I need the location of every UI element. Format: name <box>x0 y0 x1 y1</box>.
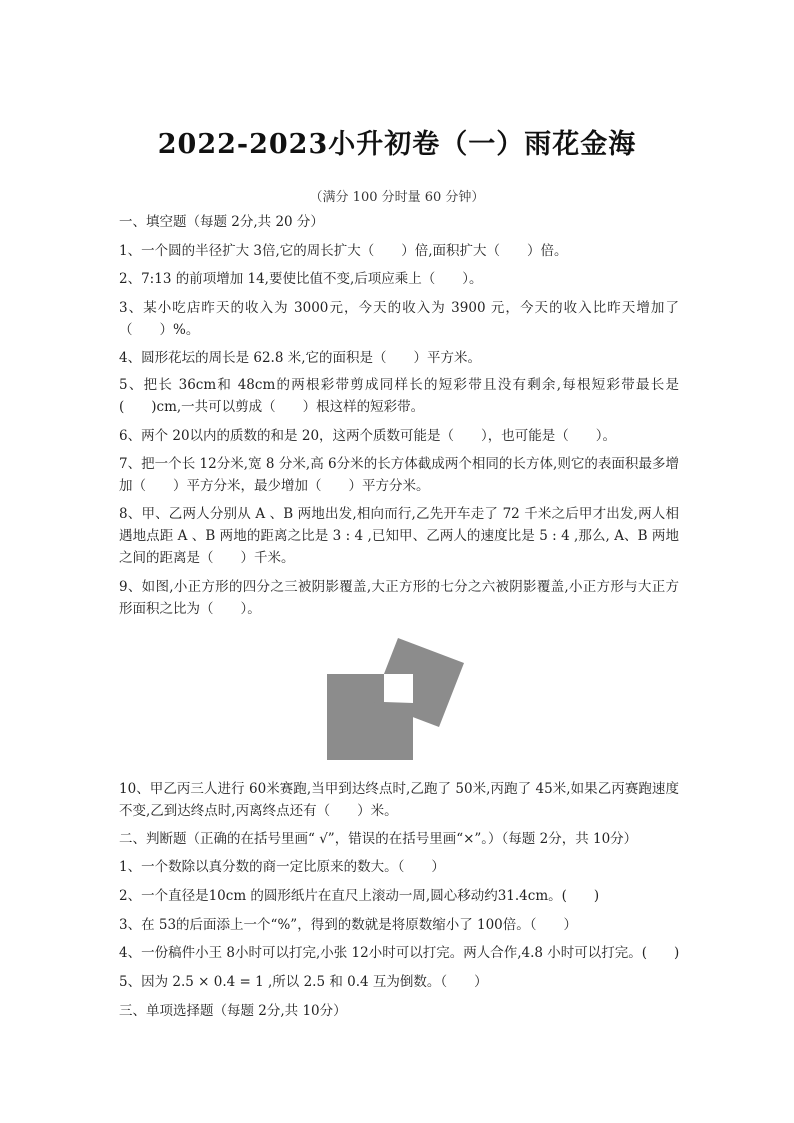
question-1-5: 5、把长 36cm和 48cm的两根彩带剪成同样长的短彩带且没有剩余,每根短彩带最长是( )cm,一共可以剪成（ ）根这样的短彩带。 <box>119 377 679 415</box>
section3-heading: 三、单项选择题（每题 2分,共 10分） <box>119 1003 347 1019</box>
question-1-3: 3、某小吃店昨天的收入为 3000元，今天的收入为 3900 元，今天的收入比昨天增加了（ ）%。 <box>119 300 679 338</box>
question-1-10: 10、甲乙丙三人进行 60米赛跑,当甲到达终点时,乙跑了 50米,丙跑了 45米,如果乙丙赛跑速度不变,乙到达终点时,丙离终点还有（ ）米。 <box>119 781 679 819</box>
question-2-3: 3、在 53的后面添上一个“%”，得到的数就是将原数缩小了 100倍。（ ） <box>119 917 577 933</box>
question-1-9: 9、如图,小正方形的四分之三被阴影覆盖,大正方形的七分之六被阴影覆盖,小正方形与大正方形面积之比为（ ）。 <box>119 579 679 617</box>
question-1-2: 2、7:13 的前项增加 14,要使比值不变,后项应乘上（ ）。 <box>119 271 483 287</box>
question-1-4: 4、圆形花坛的周长是 62.8 米,它的面积是（ ）平方米。 <box>119 350 482 366</box>
question-2-4: 4、一份稿件小王 8小时可以打完,小张 12小时可以打完。两人合作,4.8 小时可以打完。( ) <box>119 945 680 961</box>
document-title: 2022-2023小升初卷（一）雨花金海 <box>157 129 637 160</box>
question-1-6: 6、两个 20以内的质数的和是 20，这两个质数可能是（ ），也可能是（ ）。 <box>119 428 617 444</box>
section2-heading: 二、判断题（正确的在括号里画“ √”，错误的在括号里画“×”。）（每题 2分，共 10分） <box>119 831 638 847</box>
document-subtitle: （满分 100 分时量 60 分钟） <box>309 190 485 205</box>
overlap-region <box>384 674 413 703</box>
overlapping-squares-figure <box>327 636 467 762</box>
question-2-5: 5、因为 2.5 × 0.4 = 1 ,所以 2.5 和 0.4 互为倒数。（ ） <box>119 974 488 990</box>
question-2-2: 2、一个直径是10cm 的圆形纸片在直尺上滚动一周,圆心移动约31.4cm。( ) <box>119 888 600 904</box>
question-2-1: 1、一个数除以真分数的商一定比原来的数大。（ ） <box>119 859 445 875</box>
question-1-8: 8、甲、乙两人分别从 A 、B 两地出发,相向而行,乙先开车走了 72 千米之后甲才出发,两人相遇地点距 A 、B 两地的距离之比是 3 : 4 ,已知甲、乙两人的速度比是 5 : 4 ,那么, A、B 两地之间的距离是（ ）千米。 <box>119 506 679 566</box>
question-1-1: 1、一个圆的半径扩大 3倍,它的周长扩大（ ）倍,面积扩大（ ）倍。 <box>119 243 568 259</box>
question-1-7: 7、把一个长 12分米,宽 8 分米,高 6分米的长方体截成两个相同的长方体,则它的表面积最多增加（ ）平方分米，最少增加（ ）平方分米。 <box>119 456 679 494</box>
section1-heading: 一、填空题（每题 2分,共 20 分） <box>119 214 324 230</box>
